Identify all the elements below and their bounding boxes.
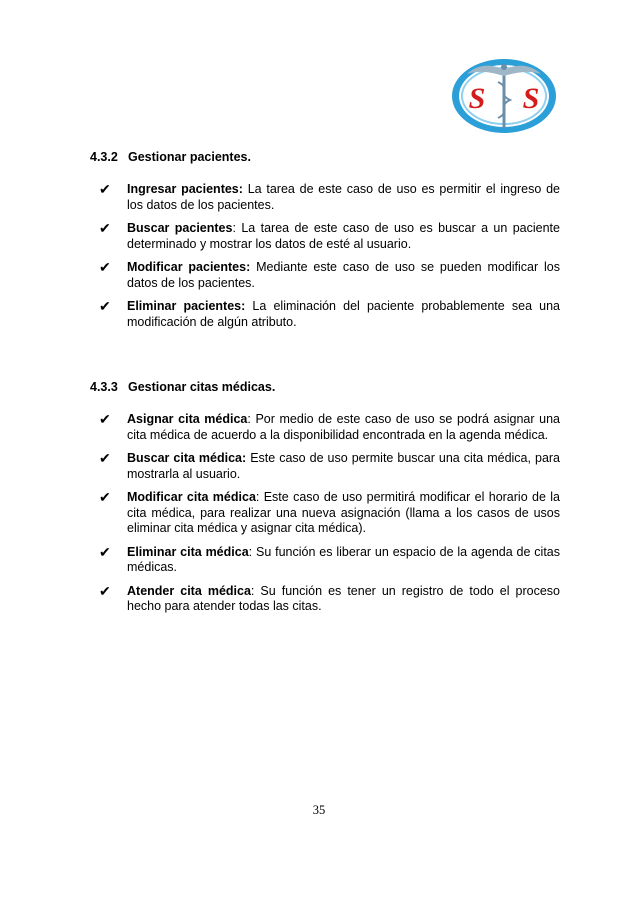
- item-term: Asignar cita médica: [127, 412, 248, 426]
- item-text: : Este caso de uso permitirá modificar el horario de la cita médica, para realizar una nueva asignación (llama a los casos de usos eliminar cita médica y asignar cita médica).: [127, 490, 560, 535]
- checkmark-icon: ✔: [99, 220, 111, 236]
- item-term: Eliminar pacientes:: [127, 299, 246, 313]
- checkmark-icon: ✔: [99, 181, 111, 197]
- item-text: : La tarea de este caso de uso es buscar a un paciente determinado y mostrar los datos de esté al usuario.: [127, 221, 560, 251]
- logo-letter-left: S: [468, 82, 486, 115]
- list-item: [90, 584, 560, 615]
- item-text: Mediante este caso de uso se pueden modificar los datos de los pacientes.: [127, 260, 560, 290]
- item-term: Buscar cita médica:: [127, 451, 247, 465]
- item-term: Ingresar pacientes:: [127, 182, 243, 196]
- list-item: [90, 299, 560, 330]
- section-number: 4.3.3: [90, 380, 118, 394]
- item-list: [90, 412, 560, 615]
- checkmark-icon: ✔: [99, 582, 111, 599]
- section-heading: [90, 150, 560, 165]
- checkmark-icon: ✔: [99, 450, 111, 466]
- checkmark-icon: ✔: [99, 298, 111, 314]
- logo: [451, 58, 557, 134]
- item-term: Buscar pacientes: [127, 221, 233, 235]
- checkmark-icon: ✔: [99, 259, 111, 275]
- section-heading: [90, 380, 560, 395]
- item-text: : Su función es tener un registro de todo el proceso hecho para atender todas las citas.: [127, 583, 561, 613]
- section-gestionar-citas-medicas: [90, 380, 560, 615]
- item-text: La tarea de este caso de uso es permitir el ingreso de los datos de los pacientes.: [127, 182, 561, 212]
- section-gestionar-pacientes: [90, 150, 560, 330]
- item-term: Modificar pacientes:: [127, 260, 251, 274]
- item-term: Eliminar cita médica: [127, 544, 249, 559]
- item-term: Modificar cita médica: [127, 490, 256, 504]
- checkmark-icon: ✔: [99, 543, 111, 560]
- list-item: [90, 490, 560, 537]
- section-number: 4.3.2: [90, 150, 118, 164]
- section-title: Gestionar citas médicas.: [128, 380, 276, 394]
- list-item: [90, 260, 560, 291]
- checkmark-icon: ✔: [99, 411, 111, 427]
- item-text: Este caso de uso permite buscar una cita médica, para mostrarla al usuario.: [127, 451, 561, 481]
- logo-letter-right: S: [522, 82, 540, 115]
- list-item: [90, 221, 560, 252]
- item-list: [90, 182, 560, 330]
- page-number: 35: [312, 803, 326, 817]
- item-text: : Por medio de este caso de uso se podrá asignar una cita médica de acuerdo a la disponibilidad encontrada en la agenda médica.: [127, 412, 560, 442]
- caduceus-logo-icon: [451, 58, 557, 134]
- item-text: : Su función es liberar un espacio de la agenda de citas médicas.: [127, 544, 560, 574]
- item-text: La eliminación del paciente probablemente sea una modificación de algún atributo.: [127, 299, 561, 329]
- section-title: Gestionar pacientes.: [128, 150, 251, 164]
- item-term: Atender cita médica: [127, 583, 251, 598]
- list-item: [90, 451, 560, 482]
- list-item: [90, 412, 560, 443]
- list-item: [90, 182, 560, 213]
- list-item: [90, 545, 560, 576]
- checkmark-icon: ✔: [99, 489, 111, 505]
